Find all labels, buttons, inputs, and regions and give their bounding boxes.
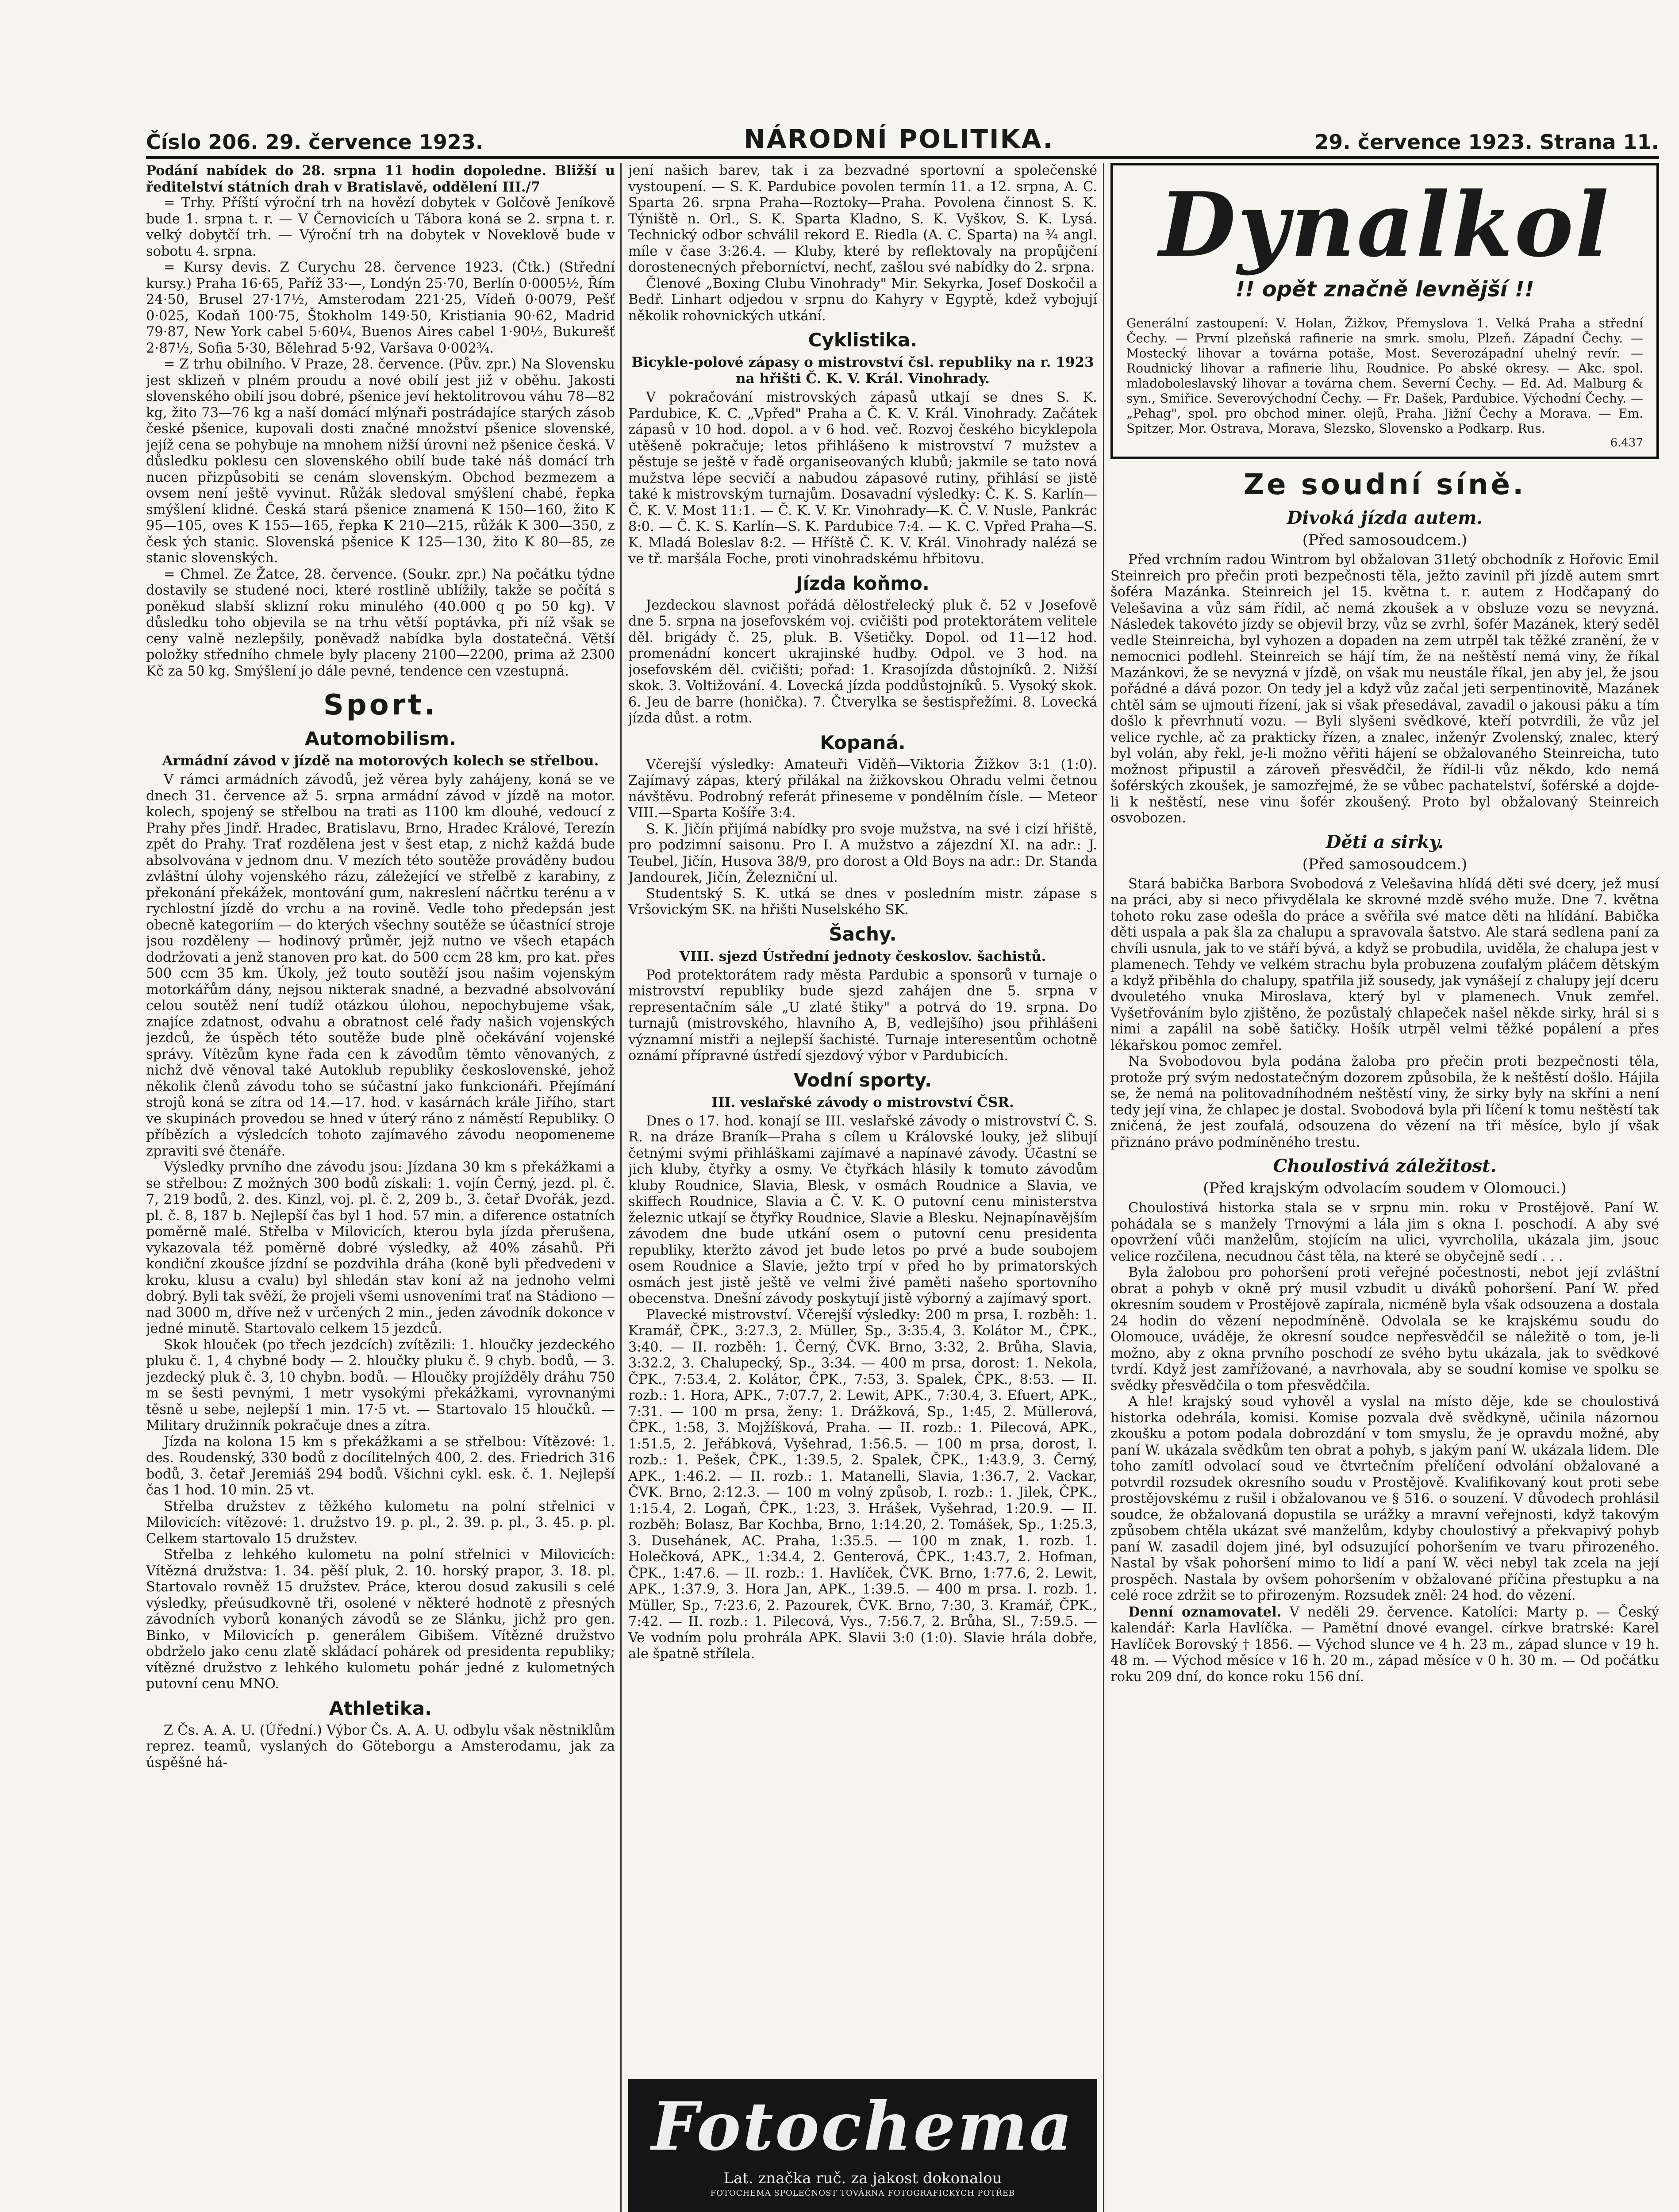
article-title-choulostiva: Choulostivá záležitost.	[1273, 1156, 1497, 1176]
subheading-sachy: Šachy.	[829, 923, 897, 945]
fotochema-tagline: Lat. značka ruč. za jakost dokonalou	[723, 2170, 1002, 2187]
hops-paragraph: = Chmel. Ze Žatce, 28. července. (Soukr. zpr.) Na počátku týdne dostavily se studené noci, které rostlině ublížily, takže se počítá s poněkud slabší sklizní roku minulého (40.000 q po 50 kg). V důsledku toho objevila se na trhu větší poptávka, při níž však se ceny valně nezlepšily, poněvadž nabídka byla dostatečná. Větší položky středního chmele byly placeny 2100—2200, prima až 2300 Kč za 50 kg. Smýšlení jo dále pevné, tendence cen vzestupná.	[146, 566, 615, 679]
article-paragraph: Jezdeckou slavnost pořádá dělostřelecký pluk č. 52 v Josefově dne 5. srpna na josefovském voj. cvičišti pod protektorátem velitele děl. brigády č. 25, pluk. B. Všetičky. Dopol. od 11—12 hod. promenádní koncert ukrajinské hudby. Odpol. ve 3 hod. na josefovském děl. cvičišti; pořad: 1. Krasojízda důstojníků. 2. Nižší skok. 3. Voltižování. 4. Lovecká jízda poddůstojníků. 5. Vysoký skok. 6. Jeu de barre (honička). 7. Čtverylka se šestispřežími. 8. Lovecká jízda důst. a rotm.	[628, 597, 1097, 726]
article-title-bicykle: Bicykle-polové zápasy o mistrovství čsl. republiky na r. 1923 na hřišti Č. K. V. Král. Vinohrady.	[631, 354, 1094, 387]
article-paragraph: Plavecké mistrovství. Včerejší výsledky: 200 m prsa, I. rozběh: 1. Kramář, ČPK., 3:27.3, 2. Müller, Sp., 3:35.4, 3. Kolátor M., ČPK., 3:40. — II. rozběh: 1. Černý, ČVK. Brno, 3:32, 2. Brůha, Slavia, 3:32.2, 3. Chalupecký, Sp., 3:34. — 400 m prsa, dorost: 1. Nekola, ČPK., 7:53.4, 2. Kolátor, ČPK., 7:53, 3. Spalek, ČPK., 8:53. — II. rozb.: 1. Hora, APK., 7:07.7, 2. Lewit, APK., 7:30.4, 3. Efuert, APK., 7:31. — 100 m prsa, ženy: 1. Drážková, Sp., 1:45, 2. Müllerová, ČPK., 1:58, 3. Mojžíšková, Praha. — II. rozb.: 1. Pilecová, APK., 1:51.5, 2. Jeřábková, Vyšehrad, 1:56.5. — 100 m prsa, dorost, I. rozb.: 1. Pešek, ČPK., 1:39.5, 2. Spalek, ČPK., 1:43.9, 3. Černý, APK., 1:46.2. — II. rozb.: 1. Matanelli, Slavia, 1:36.7, 2. Vackar, ČVK. Brno, 2:12.3. — 100 m volný způsob, I. rozb.: 1. Jilek, ČPK., 1:15.4, 2. Logaň, ČPK., 1:23, 3. Hrášek, Vyšehrad, 1:20.9. — II. rozběh: Bolasz, Bar Kochba, Brno, 1:14.20, 2. Tomášek, Sp., 1:25.3, 3. Dusehánek, AC. Praha, 1:35.5. — 100 m znak, 1. rozb. 1. Holečková, APK., 1:34.4, 2. Genterová, ČPK., 1:43.7, 2. Hofman, ČPK., 1:47.6. — II. rozb.: 1. Havlíček, ČVK. Brno, 1:77.6, 2. Lewit, APK., 1:37.9, 3. Hora Jan, APK., 1:39.5. — 400 m prsa. I. rozb. 1. Müller, Sp., 7:23.6, 2. Pazourek, ČVK. Brno, 7:30, 3. Kramář, ČPK., 7:42. — II. rozb.: 1. Pilecová, Vys., 7:56.7, 2. Brůha, Sl., 7:59.5. — Ve vodním polu prohrála APK. Slavii 3:0 (1:0). Slavie hrála dobře, ale špatně střílela.	[628, 1307, 1097, 1662]
article-paragraph: Střelba družstev z těžkého kulometu na polní střelnici v Milovicích: vítězové: 1. družstvo 19. p. pl., 2. 39. p. pl., 3. 45. p. pl. Celkem startovalo 15 družstev.	[146, 1498, 615, 1547]
subheading-jizda: Jízda koňmo.	[796, 572, 930, 594]
calendar-lead: Denní oznamovatel.	[1128, 1604, 1282, 1620]
masthead	[146, 119, 1659, 154]
article-paragraph: Výsledky prvního dne závodu jsou: Jízdana 30 km s překážkami a se střelbou: Z možných 300 bodů získali: 1. vojín Černý, jezd. pl. č. 7, 219 bodů, 2. des. Kinzl, voj. pl. č. 2, 209 b., 3. četař Dvořák, jezd. pl. č. 8, 187 b. Nejlepší čas byl 1 hod. 57 min. a diference ostatních poměrně malé. Střelba v Milovicích, kterou byla jízda přerušena, vykazovala též poměrně dobré výsledky, až 40% zásahů. Při kondiční zkoušce jízdní se pozdvihla dráha (koně byli předvedeni v kroku, klusu a cvalu) byl shledán stav koní až na jednoho velmi dobrý. Byli tak svěží, že projeli všemi usnoveními trať na Stádiono — nad 3000 m, dříve než v určených 2 min., jeden závodník dokonce v jedné minutě. Startovalo celkem 15 jezdců.	[146, 1160, 615, 1336]
subheading-cyklistika: Cyklistika.	[808, 329, 918, 351]
article-paragraph: Jízda na kolona 15 km s překážkami a se střelbou: Vítězové: 1. des. Roudenský, 330 bodů z docílitelných 400, 2. des. Friedrich 316 bodů, 3. četař Jeremiáš 294 bodů. Všichni cykl. esk. č. 1. Nejlepší čas 1 hod. 10 min. 25 vt.	[146, 1434, 615, 1498]
fotochema-advertisement	[628, 2079, 1097, 2212]
dynalkol-logo: Dynalkol	[1159, 173, 1611, 277]
article-paragraph: Před vrchním radou Wintrom byl obžalovan 31letý obchodník z Hořovic Emil Steinreich pro přečin proti bezpečnosti těla, ježto zavinil při jízdě autem smrt šoféra Mazánka. Steinreich jel 15. května t. r. autem z Hodčapaný do Velešavina a vůz sám řídil, ač nemá zkoušek a v obsluze vozu se nevyzná. Následek takovéto jízdy se objevil brzy, vůz se zvrhl, šofér Mazánek, který seděl vedle Steinreicha, byl vyhozen a dopaden na zem utrpěl tak těžké zranění, že v nemocnici podlehl. Steinreich se hájí tím, že na neštěstí nemá viny, že říkal Mazánkovi, že se nevyzná v jízdě, on však mu neustále říkal, jen aby jel, že jsou pořádné a dává pozor. On tedy jel a když vůz začal jeti serpentinovitě, Mazánek chtěl sám se ujmouti řízení, jak si však přesedával, zavadil o jakousi páku a tím došlo k převrhnutí vozu. — Byli slyšeni svědkové, kteří potvrdili, že vůz jel velice rychle, ač za prakticky řízen, a znalec, inženýr Zvolenský, znalec, který byl volán, aby řekl, je-li možno věřiti hájení se obžalovaného Steinreicha, tuto možnost připustil a zároveň přesvědčil, že řídil-li vůz někdo, kdo nemá šoférských zkoušek, je samozřejmé, že se vůbec pachatelství, šoférské a dojde-li k neštěstí, nese vinu šofér zkoušený. Proto byl obžalovaný Steinreich osvobozen.	[1110, 552, 1659, 826]
subheading-kopana: Kopaná.	[820, 731, 906, 753]
article-paragraph: V rámci armádních závodů, jež věrea byly zahájeny, koná se ve dnech 31. července až 5. srpna armádní závod v jízdě na motor. kolech, spojený se střelbou na trati as 1100 km dlouhé, vedoucí z Prahy přes Jindř. Hradec, Bratislavu, Brno, Hradec Králové, Terezín zpět do Prahy. Trať rozdělena jest v šest etap, z nichž každá bude absolvována v jednom dnu. V mezích této soutěže prováděny budou zvláštní úlohy vojenského rázu, záležející ve střelbě z karabiny, z překonání překážek, montování gum, nakreslení náčrtku terénu a v rychlostní jízdě do vrchu a na rovině. Vedle toho předepsán jest obecně kategoriím — do kterých všechny soutěže se účastnící stroje jsou rozděleny — hodinový průměr, jejž nutno ve všech etapách dodržovati a jenž stanoven pro kat. do 500 ccm 28 km, pro kat. přes 500 ccm 35 km. Úkoly, jež touto soutěží jsou našim vojenským motorkářům dány, nejsou nikterak snadné, a bezvadné absolvování celou soutěž není tudíž otázkou úlohou, nepochybujeme však, znajíce zdatnost, odvahu a obratnost celé řady našich vojenských jezdců, že úspěch této soutěže bude plně očekávání vojenské správy. Vítězům kyne řada cen k závodům těmto věnovaných, z nichž dvě věnoval také Autoklub republiky československé, jehož několik členů závodu toho se súčastní jako funkcionáři. Přejímání strojů koná se zítra od 14.—17. hod. v kasárnách krále Jiřího, start ve skupinách provedou se hned v úterý ráno z náměstí Republiky. O příbězích a výsledcích tohoto zajímavého závodu neopomeneme zpraviti své čtenáře.	[146, 772, 615, 1159]
notice-paragraph: Podání nabídek do 28. srpna 11 hodin dopoledne. Bližší u ředitelství státních drah v Bratislavě, oddělení III./7	[146, 163, 615, 195]
court-label: (Před krajským odvolacím soudem v Olomouci.)	[1203, 1179, 1567, 1197]
article-paragraph: Členové „Boxing Clubu Vinohrady" Mir. Sekyrka, Josef Doskočil a Bedř. Linhart odjedou v srpnu do Kahyry v Egyptě, kdež vybojují několik rohovnických utkání.	[628, 276, 1097, 324]
article-paragraph: V pokračování mistrovských zápasů utkají se dnes S. K. Pardubice, K. C. „Vpřed" Praha a Č. K. V. Král. Vinohrady. Začátek zápasů v 10 hod. dopol. a v 6 hod. več. Rozvoj českého bicyklepola utěšeně pokračuje; letos přihlášeno k mistrovství 7 mužstev a pěstuje se ještě v řadě organiseovaných klubů; jakmile se tato nová mužstva lépe secvičí a nabudou zápasové rutiny, přihlásí se jistě také k mistrovským turnajům. Dosavadní výsledky: Č. K. S. Karlín—Č. K. V. Most 11:1. — Č. K. V. Kr. Vinohrady—K. Č. V. Nusle, Pankrác 8:0. — Č. K. S. Karlín—S. K. Pardubice 7:4. — K. C. Vpřed Praha—S. K. Mladá Boleslav 8:2. — Hříště Č. K. V. Král. Vinohrady nalézá se ve tř. maršála Foche, proti vinohradskému hřbitovu.	[628, 390, 1097, 567]
column-divider	[1103, 163, 1104, 2212]
article-paragraph: Na Svobodovou byla podána žaloba pro přečin proti bezpečnosti těla, protože prý svým nedostatečným dozorem způsobila, že k neštěstí došlo. Hájila se, že nemá na politovadníhodném neštěstí viny, že sirky byly na skříni a není tedy její vina, že chlapec je dostal. Svobodová byla při líčení k tomu neštěstí tak zničená, že jest zoufalá, odsouzena do vězení na tři měsíce, bylo jí však přiznáno právo podmíněného trestu.	[1110, 1054, 1659, 1150]
article-paragraph: Včerejší výsledky: Amateuři Viděň—Viktoria Žižkov 3:1 (1:0). Zajímavý zápas, který přilákal na žižkovskou Ohradu velmi četnou návštěvu. Podrobný referát přineseme v pondělním čísle. — Meteor VIII.—Sparta Košíře 3:4.	[628, 757, 1097, 821]
subheading-vodni-sporty: Vodní sporty.	[793, 1069, 932, 1091]
article-paragraph: Stará babička Barbora Svobodová z Velešavina hlídá děti své dcery, jež musí na práci, aby si neco přivydělala ke skrovné mzdě svého muže. Dne 7. května tohoto roku zase odešla do práce a svěřila své matce děti na hlídání. Babička děti uspala a pak šla za chalupu a spravovala šatstvo. Ale stará sedlena paní za chvíli usnula, jak to ve stáří bývá, a když se probudila, uviděla, že chalupa jest v plamenech. Tehdy ve velkém strachu byla probuzena zoufalým pláčem dětským a když přiběhla do chalupy, spatřila již sousedy, jak vynášejí z chalupy její dceru dvouletého vnuka Miroslava, který byl v plamenech. Vnuk zemřel. Vyšetřováním bylo zjištěno, že pozůstalý chlapeček našel někde sirky, hrál si s nimi a zapálil na sobě šatičky. Hošík utrpěl velmi těžké popálení a přes lékařskou pomoc zemřel.	[1110, 876, 1659, 1053]
article-title-veslarske: III. veslařské závody o mistrovství ČSR.	[711, 1094, 1014, 1110]
article-paragraph: Z Čs. A. A. U. (Úřední.) Výbor Čs. A. A. U. odbylu však něstniklům reprez. teamů, vyslaných do Göteborgu a Amsterodamu, jak za úspěšné há-	[146, 1722, 615, 1770]
article-paragraph: S. K. Jičín přijímá nabídky pro svoje mužstva, na své i cizí hřiště, pro podzimní saisonu. Pro I. A mužstvo a zájezdní XI. na adr.: J. Teubel, Jičín, Husova 38/9, pro dorost a Old Boys na adr.: Dr. Standa Jandourek, Jičín, Železniční ul.	[628, 821, 1097, 885]
newspaper-title: NÁRODNÍ POLITIKA.	[744, 124, 1054, 154]
calendar-text: V neděli 29. července. Katolíci: Marty p. — Český kalendář: Karla Havlíčka. — Pamětní dnové evangel. církve bratrské: Karel Havlíček Borovský † 1856. — Východ slunce ve 4 h. 23 m., západ slunce v 19 h. 48 m. — Východ měsíce v 16 h. 20 m., západ měsíce v 0 h. 30 m. — Od počátku roku 209 dní, do konce roku 156 dní.	[1110, 1604, 1659, 1685]
subheading-athletika: Athletika.	[329, 1697, 432, 1719]
article-paragraph: A hle! krajský soud vyhověl a vyslal na místo děje, kde se choulostivá historka odehrála, komisi. Komise pozvala dvě svědkyně, učinila názornou zkoušku a potom podala dobrozdání v tom smyslu, že je opravdu možné, aby paní W. ukázala svědkům ten obrat a pohyb, s jakým paní W. ukázala lidem. Dle toho zamítl odvolací soud ve čtvrtečním přelíčení odvolání obžalované a potvrdil rozsudek okresního soudu v Prostějově. Kvalifikovaný kout proti sebe prostějovskému z rušil i obžalovanou ve § 516. o souzení. V důvodech prohlásil soudce, že obžalovaná dopustila se urážky a mravní veřejnosti, když takovým způsobem chtěla ukázat své manželům, kdyby choulostivý a překvapivý pohyb paní W. zasadil dojem jiné, byl odsuzující pohoršením ve tvaru přirozeného. Nastal by však pohoršení mimo to lidí a paní W. věci nebyl tak zcela na její prospěch. Nastala by ovšem pohoršením v obžalované příčina přestupku a na celé roce zdržit se to přirozeným. Rozsudek zněl: 24 hod. do vězení.	[1110, 1394, 1659, 1603]
article-paragraph: Pod protektorátem rady města Pardubic a sponsorů v turnaje o mistrovství republiky bude sjezd zahájen dne 5. srpna v representačním sále „U zlaté štiky" a potrvá do 19. srpna. Do turnajů (mistrovského, hlavního A, B, vedlejšího) jsou přihlášeni významní mistři a nejlepší šachisté. Turnaje interesentům ochotně oznámí přípravné ústředí sjezdový výbor v Pardubicích.	[628, 967, 1097, 1064]
article-paragraph: Choulostivá historka stala se v srpnu min. roku v Prostějově. Paní W. pohádala se s manžely Trnovými a lála jim s okna I. poschodí. A aby své opovržení vůči manželům, stojícím na ulici, vyvrcholila, ukázala jim, jsouc velice rozčilena, necudnou část těla, na které se obyčejně sedí . . .	[1110, 1200, 1659, 1264]
column-right	[1110, 163, 1659, 2212]
article-paragraph: Studentský S. K. utká se dnes v posledním mistr. zápase s Vršovickým SK. na hřišti Nuselského SK.	[628, 886, 1097, 918]
column-middle	[628, 163, 1097, 2074]
article-title-armadni: Armádní závod v jízdě na motorových kolech se střelbou.	[162, 753, 599, 769]
article-title-deti: Děti a sirky.	[1326, 831, 1444, 853]
column-left	[146, 163, 615, 2212]
section-heading-sport: Sport.	[323, 689, 438, 722]
article-paragraph: Byla žalobou pro pohoršení proti veřejné počestnosti, nebot její zvláštní obrat a pohyb v okně prý musil vzbudit u diváků pohoršení. Paní W. před okresním soudem v Prostějově zapírala, nicméně byla však odsouzena a dostala 24 hodin do vězení nepodmíněně. Odvolala se ke krajskému soudu do Olomouce, uváděje, že okresní soudce nepřesvědčil se náležitě o tom, je-li možno, aby z okna prvního poschodí ze svého bytu ukázala, jak to svědkové tvrdí. Když jest zamřížované, a navrhovala, aby se soudní komise ve spolku se svědky přesvědčila o tom přesvědčila.	[1110, 1265, 1659, 1394]
article-title-sjezd: VIII. sjezd Ústřední jednoty českoslov. šachistů.	[679, 948, 1046, 964]
article-paragraph: jení našich barev, tak i za bezvadné sportovní a společenské vystoupení. — S. K. Pardubice povolen termín 11. a 12. srpna, A. C. Sparta 26. srpna Praha—Roztoky—Praha. Povolena činnost S. K. Týniště n. Orl., S. K. Sparta Kladno, S. K. Vyškov, S. K. Lysá. Technický odbor schválil rekord E. Riedla (A. C. Sparta) na ¾ angl. míle v čase 3:26.4. — Kluby, které by reflektovaly na propůjčení dorostenecných přeborníctví, nechť, zašlou své nabídky do 2. srpna.	[628, 163, 1097, 275]
court-label: (Před samosoudcem.)	[1302, 855, 1468, 873]
dynalkol-agents-text: Generální zastoupení: V. Holan, Žižkov, Přemyslova 1. Velká Praha a střední Čechy. — První plzeňská rafinerie na smrk. smolu, Plzeň. Západní Čechy. — Mostecký lihovar a továrna potaše, Most. Severozápadní uhelný revír. — Roudnický lihovar a rafinerie lihu, Roudnice. Po abské okresy. — Akc. spol. mladoboleslavský lihovar a továrna chem. Severní Čechy. — Ed. Ad. Malburg & syn., Smiřice. Severovýchodní Čechy. — Fr. Dašek, Pardubice. Východní Čechy. — „Pehag", spol. pro obchod miner. olejů, Praha. Jižní Čechy a Morava. — Em. Spitzer, Mor. Ostrava, Morava, Slezsko, Slovensko a Podkarp. Rus.	[1126, 316, 1643, 436]
date-page-number: 29. července 1923. Strana 11.	[1314, 130, 1659, 154]
court-label: (Před samosoudcem.)	[1302, 531, 1468, 549]
article-title-divoka: Divoká jízda autem.	[1287, 507, 1483, 528]
markets-paragraph: = Trhy. Příští výroční trh na hovězí dobytek v Golčově Jeníkově bude 1. srpna t. r. — V Černovicích u Tábora koná se 2. srpna t. r. velký dobytčí trh. — Výroční trh na dobytek v Noveklově bude v sobotu 4. srpna.	[146, 195, 615, 259]
fotochema-logo: Fotochema	[651, 2088, 1074, 2166]
section-heading-soudni: Ze soudní síně.	[1243, 469, 1526, 501]
article-paragraph: Střelba z lehkého kulometu na polní střelnici v Milovicích: Vítězná družstva: 1. 34. pěší pluk, 2. 10. horský prapor, 3. 18. pl. Startovalo rovněž 15 družstev. Práce, kterou dosud zakusili s celé výsledky, přeúsudkovně tři, osolené v některé hodnotě z přesných závodních vyborů konaných závodů se ze Slánku, jichž pro gen. Binko, v Milovicích p. generálem Gibišem. Vítězné družstvo obdrželo jako cenu zlatě skládací pohárek od presidenta republiky; vítězné družstvo z lehkého kulometu pohár jedné z kulometných putovní cenu MNO.	[146, 1547, 615, 1692]
masthead-rule	[146, 156, 1659, 159]
issue-number-date: Číslo 206. 29. července 1923.	[146, 130, 484, 154]
dynalkol-tagline: !! opět značně levnější !!	[1235, 277, 1534, 302]
dynalkol-advertisement	[1110, 163, 1659, 459]
ad-code: 6.437	[1610, 436, 1643, 449]
article-paragraph: Dnes o 17. hod. konají se III. veslařské závody o mistrovství Č. S. R. na dráze Braník—Praha s cílem u Královské louky, jež slibují četnými svými přihláškami zajímavé a napínavé závody. Účastní se jich kluby, čtyřky a osmy. Ve čtyřkách hlásily k tomuto závodům kluby Roudnice, Slavia, Blesk, v osmách Roudnice a Slavia, ve skiffech Roudnice, Slavia a Č. V. K. O putovní cenu ministerstva železnic utkají se čtyřky Roudnice, Slavie a Blesku. Nejnapínavějším závodem dne bude utkání osem o putovní cenu presidenta republiky, kteržto závod jet bude letos po prvé a bude soubojem osem Roudnice a Slavie, ježto trpí v před ho by primatorských osmách jest jistě ještě ve velmi živé paměti našeho sportovního obecenstva. Dnešní závody poskytují jistě výborný a zajímavý sport.	[628, 1113, 1097, 1306]
currency-rates-paragraph: = Kursy devis. Z Curychu 28. července 1923. (Čtk.) (Střední kursy.) Praha 16·65, Paříž 33·—, Londýn 25·70, Berlín 0·0005½, Řím 24·50, Brusel 27·17½, Amsterodam 221·25, Vídeň 0·0079, Pešť 0·025, Kodaň 100·75, Štokholm 149·50, Kristiania 90·62, Madrid 79·87, New York cabel 5·60¼, Buenos Aires cabel 1·90½, Bukurešť 2·87½, Sofia 5·30, Bělehrad 5·92, Varšava 0·002¾.	[146, 260, 615, 356]
column-divider	[620, 163, 622, 2212]
fotochema-company-line: FOTOCHEMA SPOLEČNOST TOVÁRNA FOTOGRAFICKÝCH POTŘEB	[710, 2189, 1015, 2198]
grain-market-paragraph: = Z trhu obilního. V Praze, 28. července. (Pův. zpr.) Na Slovensku jest sklizeň v plném proudu a nové obilí jest již v oběhu. Jakosti slovenského obilí jsou dobré, pšenice jeví hektolitrovou váhu 78—82 kg, žito 73—76 kg a naší domácí mlýnaři postrádajíce starých zásob české pšenice, kupovali dosti značné množství pšenice slovenské, jejíž cena se pohybuje na mnohem nižší úrovni než pšenice česká. V důsledku poklesu cen slovenského obilí bude také náš domácí trh nucen přizpůsobiti se cenám slovenským. Obchod bezmezem a ovsem není ještě vyvinut. Růžák sledoval smýšlení chabé, řepka smýšlení klidné. Česká stará pšenice znamená K 150—160, žito K 95—105, oves K 155—165, řepka K 210—215, růžák K 300—350, z česk ých stanic. Slovenská pšenice K 125—130, žito K 80—85, ze stanic slovenských.	[146, 357, 615, 566]
article-paragraph: Skok hlouček (po třech jezdcích) zvítězili: 1. hloučky jezdeckého pluku č. 1, 4 chybné body — 2. hloučky pluku č. 9 chyb. bodů, — 3. jezdecký pluk č. 3, 10 chybn. bodů. — Hloučky projížděly dráhu 750 m se šesti pevnými, 1 metr vysokými překážkami, vyrovnanými těsně u sebe, nejlepší 1 min. 17·5 vt. — Startovalo 15 hloučků. — Military družinník pokračuje dnes a zítra.	[146, 1337, 615, 1433]
subheading-automobilism: Automobilism.	[305, 728, 456, 749]
daily-calendar-paragraph	[1110, 1604, 1659, 1686]
